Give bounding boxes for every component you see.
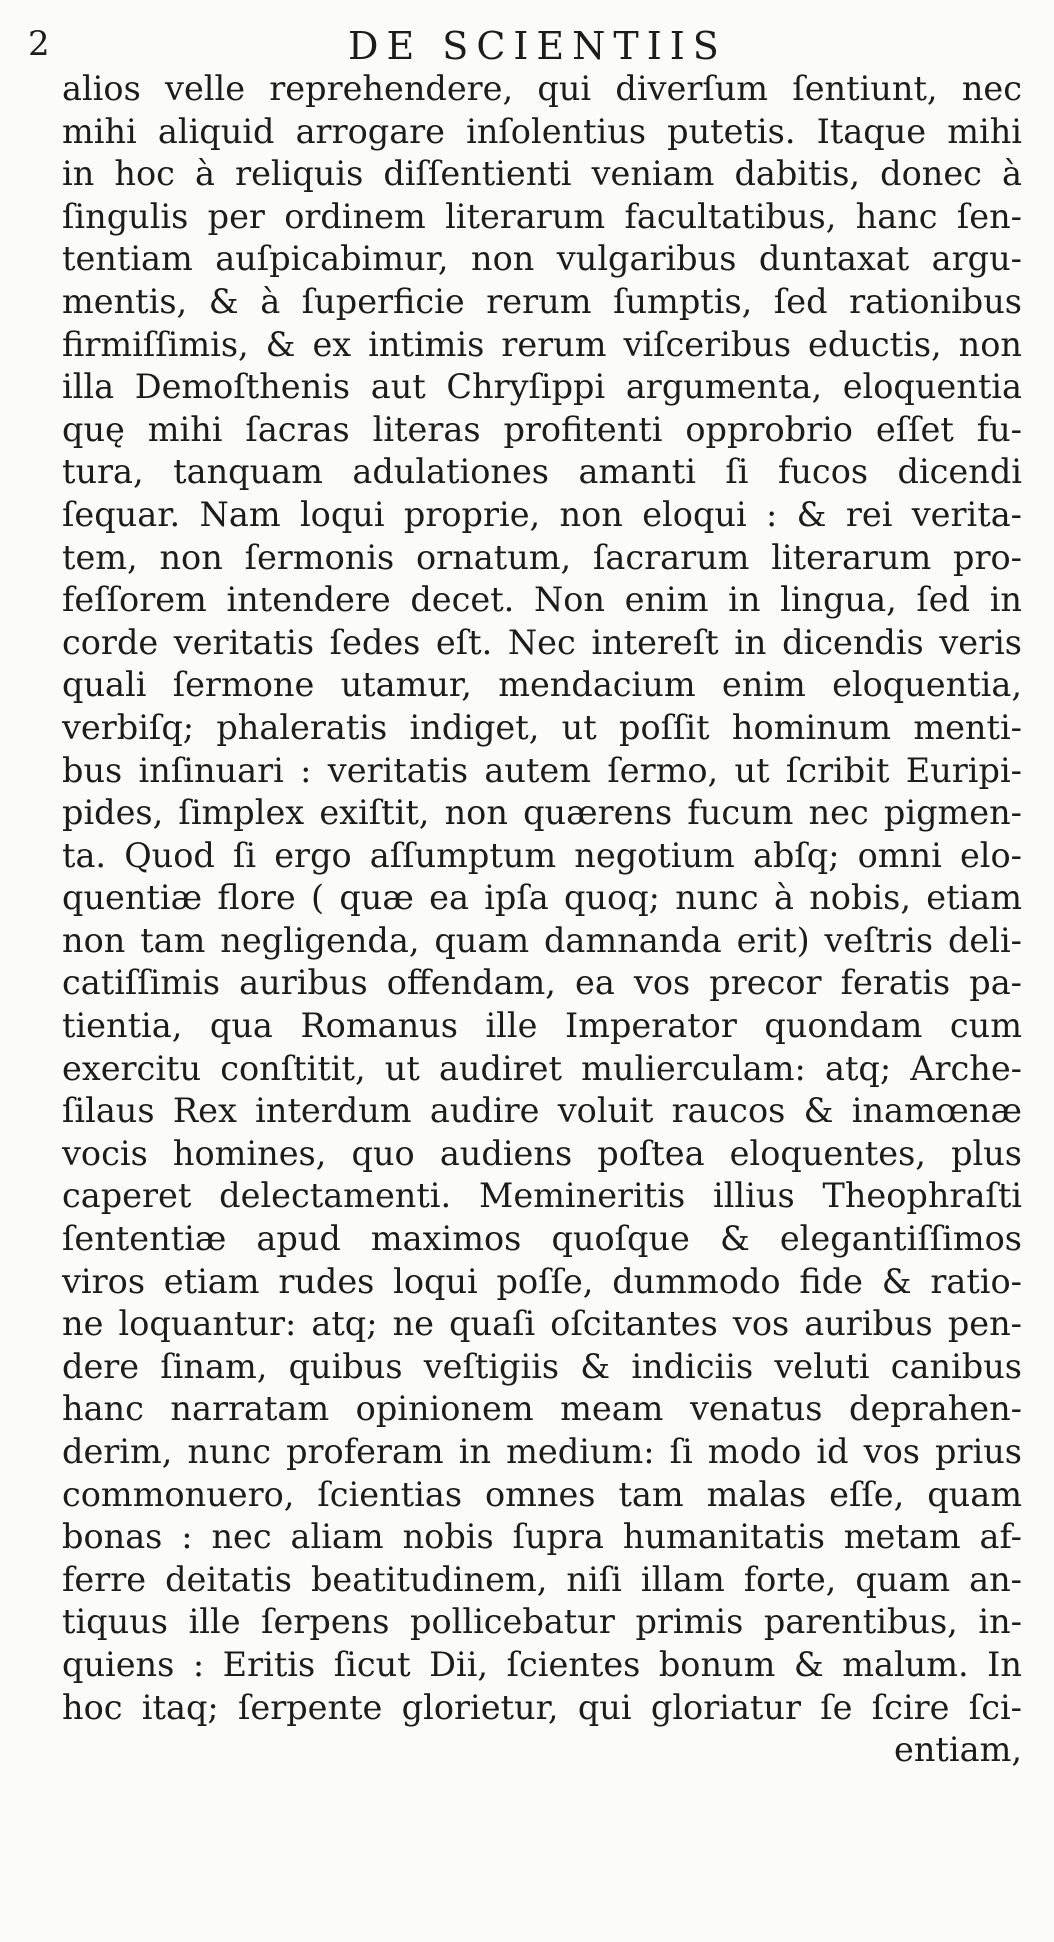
text-line: vocis homines, quo audiens poſtea eloquentes, plus: [62, 1133, 1022, 1173]
text-line: commonuero, ſcientias omnes tam malas eſſe, quam: [62, 1474, 1022, 1514]
text-line: pides, ſimplex exiſtit, non quærens fucum nec pigmen-: [62, 793, 1022, 833]
page-number: 2: [28, 24, 51, 64]
text-line: non tam negligenda, quam damnanda erit) veſtris deli-: [62, 920, 1022, 960]
text-line: tura, tanquam adulationes amanti ſi fucos dicendi: [62, 452, 1022, 492]
running-title: DE SCIENTIIS: [348, 24, 727, 68]
body-text: [62, 68, 1022, 1772]
text-line: quę mihi ſacras literas profitenti opprobrio eſſet fu-: [62, 409, 1022, 449]
text-line: hoc itaq; ſerpente glorietur, qui gloriatur ſe ſcire ſci-: [62, 1687, 1022, 1727]
text-line: mihi aliquid arrogare inſolentius putetis. Itaque mihi: [62, 111, 1022, 151]
text-line: derim, nunc proferam in medium: ſi modo id vos prius: [62, 1432, 1022, 1471]
text-line: ſententiæ apud maximos quoſque & elegantiſſimos: [62, 1219, 1022, 1259]
text-line: ſequar. Nam loqui proprie, non eloqui : & rei verita-: [62, 494, 1022, 534]
text-line: viros etiam rudes loqui poſſe, dummodo fide & ratio-: [62, 1261, 1022, 1301]
text-line: quentiæ flore ( quæ ea ipſa quoq; nunc à nobis, etiam: [62, 878, 1022, 918]
text-line: illa Demoſthenis aut Chryſippi argumenta, eloquentia: [62, 367, 1022, 407]
text-line: tentiam auſpicabimur, non vulgaribus duntaxat argu-: [62, 239, 1022, 279]
text-line: in hoc à reliquis diſſentienti veniam dabitis, donec à: [62, 154, 1022, 194]
text-line: dere ſinam, quibus veſtigiis & indiciis veluti canibus: [62, 1346, 1022, 1386]
text-line: exercitu conſtitit, ut audiret mulierculam: atq; Arche-: [62, 1048, 1022, 1088]
text-line: ſingulis per ordinem literarum facultatibus, hanc ſen-: [62, 196, 1022, 236]
text-line: tem, non ſermonis ornatum, ſacrarum literarum pro-: [62, 537, 1022, 577]
text-line: caperet delectamenti. Memineritis illius Theophraſti: [62, 1176, 1022, 1216]
text-line: tientia, qua Romanus ille Imperator quondam cum: [62, 1006, 1022, 1046]
text-line: ſilaus Rex interdum audire voluit raucos & inamœnæ: [62, 1091, 1022, 1131]
text-line: quali ſermone utamur, mendacium enim eloquentia,: [62, 665, 1022, 705]
text-line: tiquus ille ſerpens pollicebatur primis parentibus, in-: [62, 1602, 1022, 1642]
text-line: catiſſimis auribus offendam, ea vos precor feratis pa-: [62, 963, 1022, 1003]
catchword: entiam,: [894, 1730, 1022, 1770]
text-line: corde veritatis ſedes eſt. Nec intereſt in dicendis veris: [62, 622, 1022, 662]
text-line: ta. Quod ſi ergo aſſumptum negotium abſq; omni elo-: [62, 835, 1022, 875]
text-line: alios velle reprehendere, qui diverſum ſentiunt, nec: [62, 69, 1022, 108]
text-line: ne loquantur: atq; ne quaſi oſcitantes vos auribus pen-: [62, 1304, 1022, 1344]
text-line: mentis, & à ſuperficie rerum ſumptis, ſed rationibus: [62, 281, 1022, 321]
page-header: [28, 18, 1014, 68]
text-line: hanc narratam opinionem meam venatus deprahen-: [62, 1389, 1022, 1429]
text-line: verbiſq; phaleratis indiget, ut poſſit hominum menti-: [62, 707, 1022, 747]
text-line: ferre deitatis beatitudinem, niſi illam forte, quam an-: [62, 1559, 1022, 1599]
text-line: bus inſinuari : veritatis autem ſermo, ut ſcribit Euripi-: [62, 750, 1022, 790]
text-line: feſſorem intendere decet. Non enim in lingua, ſed in: [62, 580, 1022, 620]
text-line: bonas : nec aliam nobis ſupra humanitatis metam af-: [62, 1517, 1022, 1557]
text-line: firmiſſimis, & ex intimis rerum viſceribus eductis, non: [62, 324, 1022, 364]
text-line: quiens : Eritis ſicut Dii, ſcientes bonum & malum. In: [62, 1644, 1022, 1684]
